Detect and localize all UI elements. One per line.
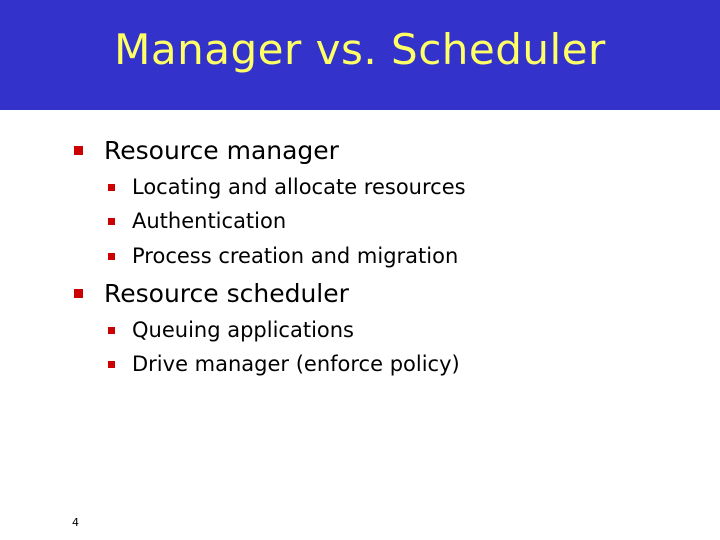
square-bullet-icon: [108, 184, 115, 191]
square-bullet-icon: [74, 289, 83, 298]
sub-bullet-label: Locating and allocate resources: [132, 175, 466, 199]
sub-bullet-item: [108, 352, 460, 376]
bullet-label: Resource manager: [104, 136, 339, 165]
sub-bullet-label: Drive manager (enforce policy): [132, 352, 460, 376]
bullet-resource-manager: [74, 136, 339, 165]
slide-number: 4: [72, 516, 79, 529]
sub-bullet-label: Queuing applications: [132, 318, 354, 342]
square-bullet-icon: [108, 327, 115, 334]
square-bullet-icon: [108, 361, 115, 368]
sub-bullet-item: [108, 318, 354, 342]
bullet-label: Resource scheduler: [104, 279, 349, 308]
sub-bullet-label: Process creation and migration: [132, 244, 459, 268]
sub-bullet-item: [108, 244, 458, 268]
square-bullet-icon: [108, 253, 115, 260]
sub-bullet-label: Authentication: [132, 209, 287, 233]
bullet-resource-scheduler: [74, 279, 349, 308]
square-bullet-icon: [74, 146, 83, 155]
slide-title: Manager vs. Scheduler: [114, 24, 606, 74]
square-bullet-icon: [108, 218, 115, 225]
sub-bullet-item: [108, 175, 466, 199]
sub-bullet-item: [108, 209, 286, 233]
